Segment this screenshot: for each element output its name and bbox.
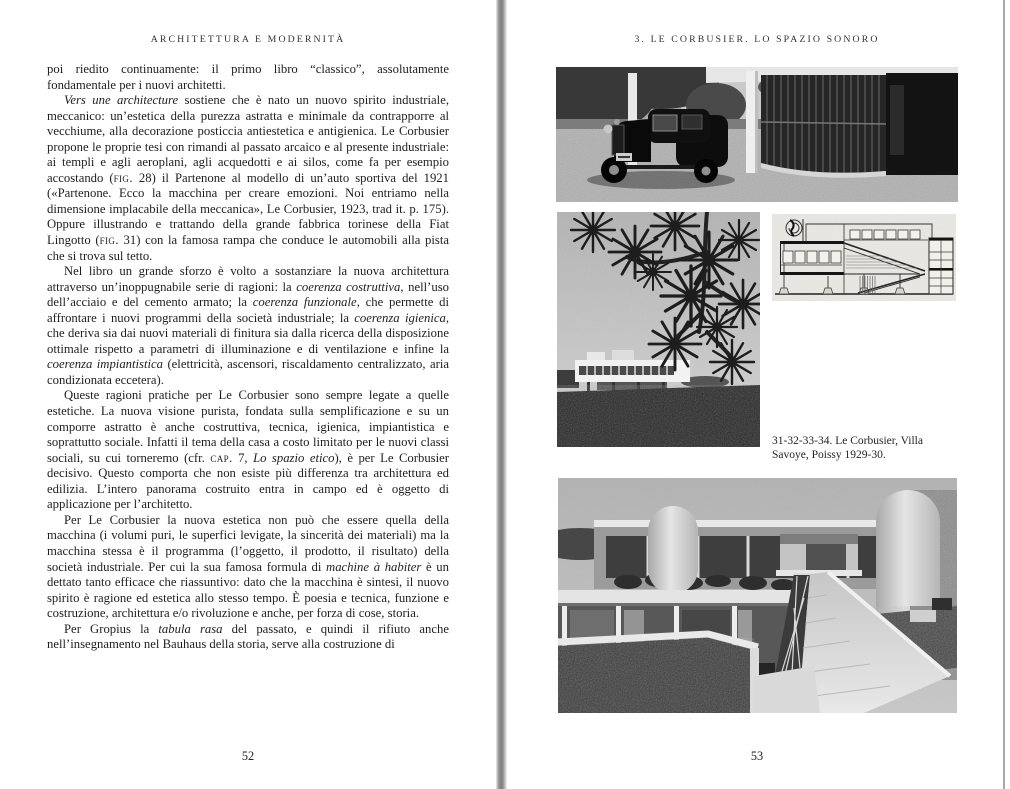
text-segment: fig. xyxy=(113,170,133,185)
running-head-left: ARCHITETTURA E MODERNITÀ xyxy=(150,34,346,45)
photo-roof-terrace-ramp xyxy=(558,478,957,713)
paragraph xyxy=(47,622,449,653)
paragraph xyxy=(47,513,449,622)
photo-car-under-pilotis xyxy=(556,67,958,202)
page-number-right: 53 xyxy=(750,749,764,763)
text-segment: ), è per Le Corbusier decisivo. Questo comporta che non esiste più differenza tra architettura ed edilizia. L’intero panorama costruito entra in campo ed è oggetto di applicazione per l’architetto. xyxy=(47,450,449,512)
text-segment: coerenza impiantistica xyxy=(47,357,164,372)
text-segment: fig. xyxy=(99,233,119,248)
white-slab xyxy=(558,590,806,603)
text-segment: Per Le Corbusier la nuova estetica non può che essere quella della macchina (i volumi puri, le superfici levigate, la sincerità dei materiali) ma la macchina stessa è il programma (l’oggetto, il prodotto, il risultato) della società industriale. Per cui la sua famosa formula di xyxy=(47,512,449,574)
curved-glazing xyxy=(761,75,886,177)
photo-villa-in-meadow-art xyxy=(557,212,760,447)
text-segment: poi riedito continuamente: il primo libro “classico”, assolutamente fondamentale per i nuovi architetti. xyxy=(47,62,449,92)
paragraph xyxy=(47,388,449,512)
text-segment: sostiene che è nato un nuovo spirito industriale, meccanico: un’estetica della purezza astratta e minimale da contrapporre al vecchiume, alla decorazione posticcia antiestetica e antigienica. Le Corbusier propone le proprie tesi con rimandi al passato arcaico e al presente industriale: ai templi e agli aeroplani, agli acquedotti e ai silos, come fa per esempio accostando ( xyxy=(47,93,449,185)
text-segment: è un dettato tanto efficace che riassuntivo: dato che la macchina è sintesi, il nuovo spirito è ragione ed estetica allo stesso tempo. È poesia e tecnica, funzione e costruzione, architettura e/o rivoluzione e anche, per forza di cose, storia. xyxy=(47,559,449,621)
photo-villa-in-meadow xyxy=(557,212,760,447)
text-segment: 28) il Partenone al modello di un’auto sportiva del 1921 («Partenone. Ecco la macchina per creare emozioni. Noi entriamo nella dimensione implacabile della meccanica», Le Corbusier, 1923, trad it. p. 175). Oppure illustrando e trattando della grande fabbrica torinese della Fiat Lingotto ( xyxy=(47,170,449,248)
text-segment: Nel libro un grande sforzo è volto a sostanziare la nuova architettura attraverso un’inoppugnabile serie di ragioni: la xyxy=(47,264,449,294)
roof-pavilion xyxy=(776,534,862,576)
photo-car-under-pilotis-art xyxy=(556,67,958,202)
text-segment: del passato, e quindi il rifiuto anche nell’insegnamento nel Bauhaus della storia, serve alla costruzione di xyxy=(47,621,449,652)
text-segment: 7, xyxy=(232,450,254,465)
text-segment: machine à habiter xyxy=(326,559,422,574)
photo-roof-terrace-ramp-art xyxy=(558,478,957,713)
text-segment: coerenza funzionale xyxy=(252,295,357,310)
text-segment: tabula rasa xyxy=(158,621,223,636)
left-cylinder-volume xyxy=(648,506,698,594)
figure-caption: 31-32-33-34. Le Corbusier, Villa Savoye, Poissy 1929-30. xyxy=(772,435,923,462)
text-segment: Per Gropius la xyxy=(64,621,159,636)
text-segment: Queste ragioni pratiche per Le Corbusier sono sempre legate a quelle estetiche. La nuova visione purista, fondata sulla semplificazione e su un comporre astratto è anche costruttiva, tecnica, igienica, impiantistica e soprattutto sociale. Infatti il tema della casa a costo limitato per le nuovi classi sociali, su cui torneremo (cfr. xyxy=(47,388,449,465)
text-segment: 31) con la famosa rampa che conduce le automobili alla pista che si trova sul tetto. xyxy=(47,233,449,263)
text-column xyxy=(47,62,449,653)
drawing-villa-section-art xyxy=(772,214,956,301)
drawing-villa-section xyxy=(772,214,956,301)
paragraph xyxy=(47,264,449,388)
running-head-right: 3. LE CORBUSIER. LO SPAZIO SONORO xyxy=(634,34,880,45)
text-segment: (elettricità, ascensori, riscaldamento centralizzato, aria condizionata eccetera). xyxy=(47,357,449,387)
text-segment: cap. xyxy=(210,450,233,465)
page-edge-line xyxy=(1003,0,1005,789)
text-segment: Lo spazio etico xyxy=(253,450,335,465)
book-spine-gutter xyxy=(496,0,507,789)
text-segment: coerenza igienica xyxy=(354,310,446,325)
text-segment: Vers une architecture xyxy=(64,93,179,108)
text-segment: , nell’uso dell’acciaio e del cemento armato; la xyxy=(47,279,449,310)
paragraph xyxy=(47,93,449,264)
paragraph xyxy=(47,62,449,93)
text-segment: , che permette di affrontare i nuovi programmi della società industriale; la xyxy=(47,295,449,325)
page-number-left: 52 xyxy=(241,749,255,763)
text-segment: coerenza costruttiva xyxy=(296,279,401,294)
text-segment: , che deriva sia dai nuovi materiali di finitura sia dalla ricerca della disposizione ottimale rispetto a parametri di illuminazione e di ventilazione e infine la xyxy=(47,310,449,356)
